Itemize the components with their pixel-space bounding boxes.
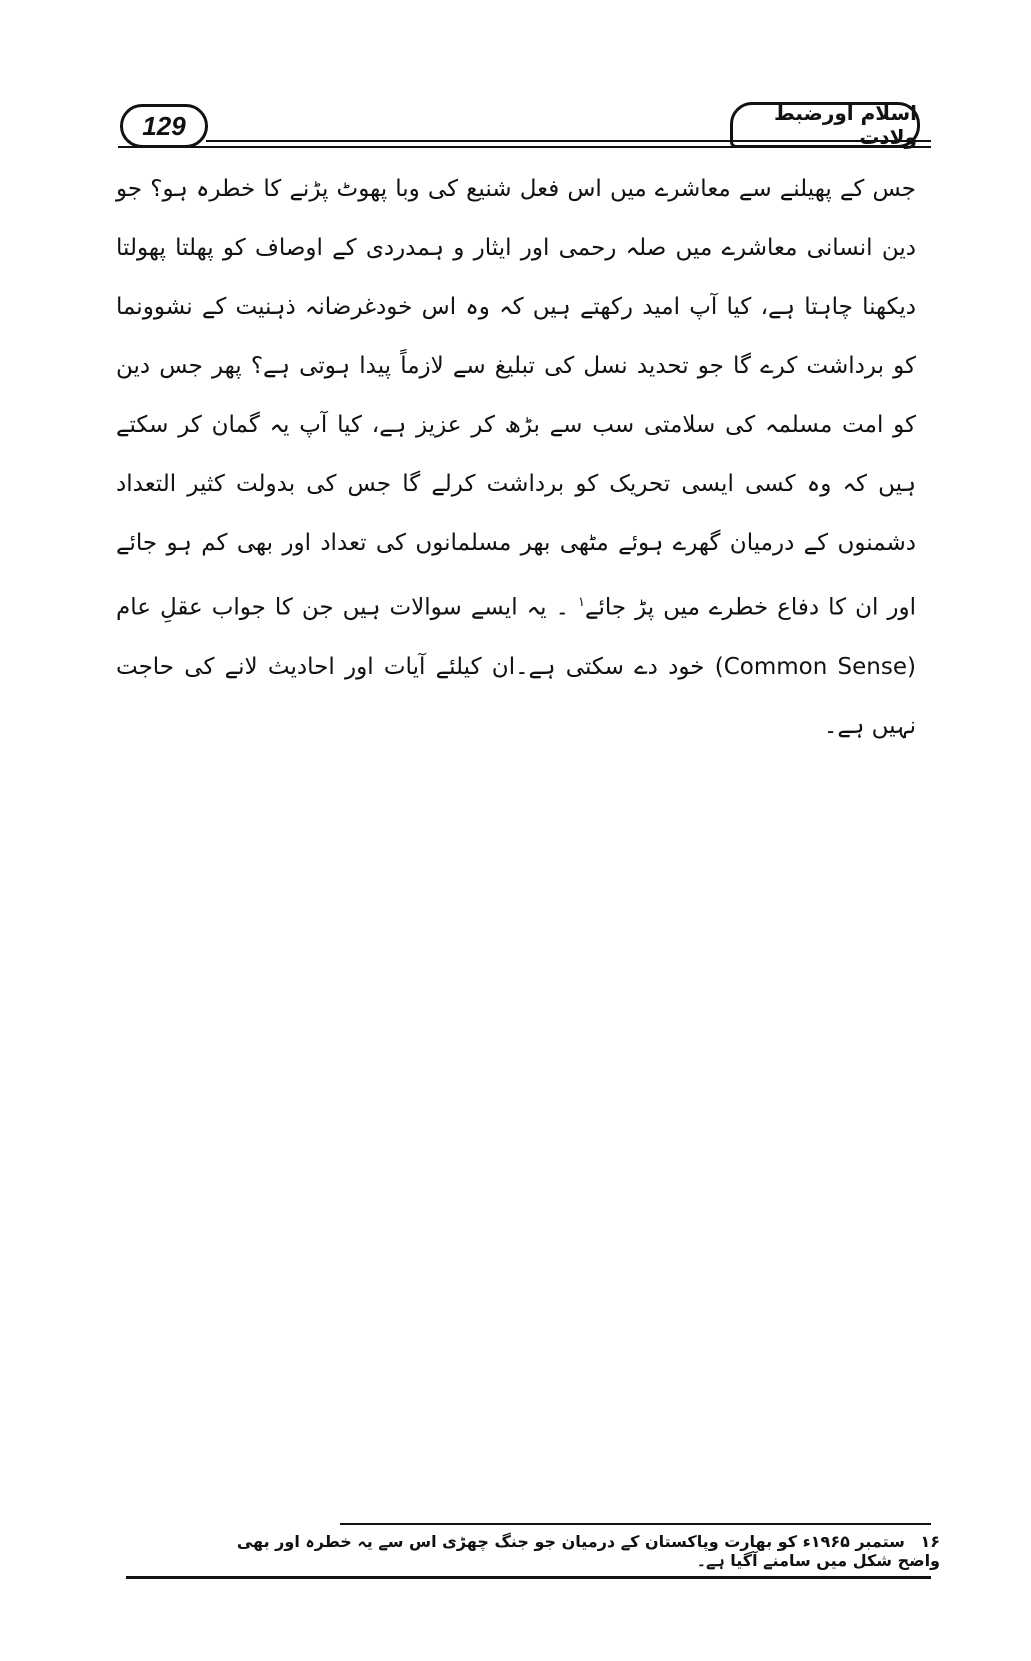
header-rule [206, 140, 931, 142]
footnote-number: ۱ [920, 1532, 931, 1551]
body-paragraph [116, 160, 916, 756]
footnote-text: ۶ ستمبر ۱۹۶۵ء کو بھارت وپاکستان کے درمیان جو جنگ چھڑی اس سے یہ خطرہ اور بھی واضح شکل میں سامنے آگیا ہے۔ [236, 1532, 940, 1570]
book-title: اسلام اورضبط ولادت [730, 102, 920, 148]
footnote-separator [340, 1523, 931, 1525]
footer-rule [126, 1576, 931, 1579]
header-rule-lower [118, 146, 931, 148]
page-number: 129 [120, 104, 208, 148]
paragraph-text-part2: ۔ یہ ایسے سوالات ہیں جن کا جواب عقلِ عام (Common Sense) خود دے سکتی ہے۔ان کیلئے آیات اور احادیث لانے کی حاجت نہیں ہے۔ [116, 594, 916, 739]
paragraph [116, 160, 916, 756]
paragraph-text-part1: جس کے پھیلنے سے معاشرے میں اس فعل شنیع کی وبا پھوٹ پڑنے کا خطرہ ہو؟ جو دین انسانی معاشرے میں صلہ رحمی اور ایثار و ہمدردی کے اوصاف کو پھلتا پھولتا دیکھنا چاہتا ہے، کیا آپ امید رکھتے ہیں کہ وہ اس خودغرضانہ ذہنیت کے نشوونما کو برداشت کرے گا جو تحدید نسل کی تبلیغ سے لازماً پیدا ہوتی ہے؟ پھر جس دین کو امت مسلمہ کی سلامتی سب سے بڑھ کر عزیز ہے، کیا آپ یہ گمان کر سکتے ہیں کہ وہ کسی ایسی تحریک کو برداشت کرلے گا جس کی بدولت کثیر التعداد دشمنوں کے درمیان گھرے ہوئے مٹھی بھر مسلمانوں کی تعداد اور بھی کم ہو جائے اور ان کا دفاع خطرے میں پڑ جائے [116, 176, 916, 621]
footnote-reference: ۱ [577, 595, 585, 610]
footnote [200, 1532, 940, 1570]
